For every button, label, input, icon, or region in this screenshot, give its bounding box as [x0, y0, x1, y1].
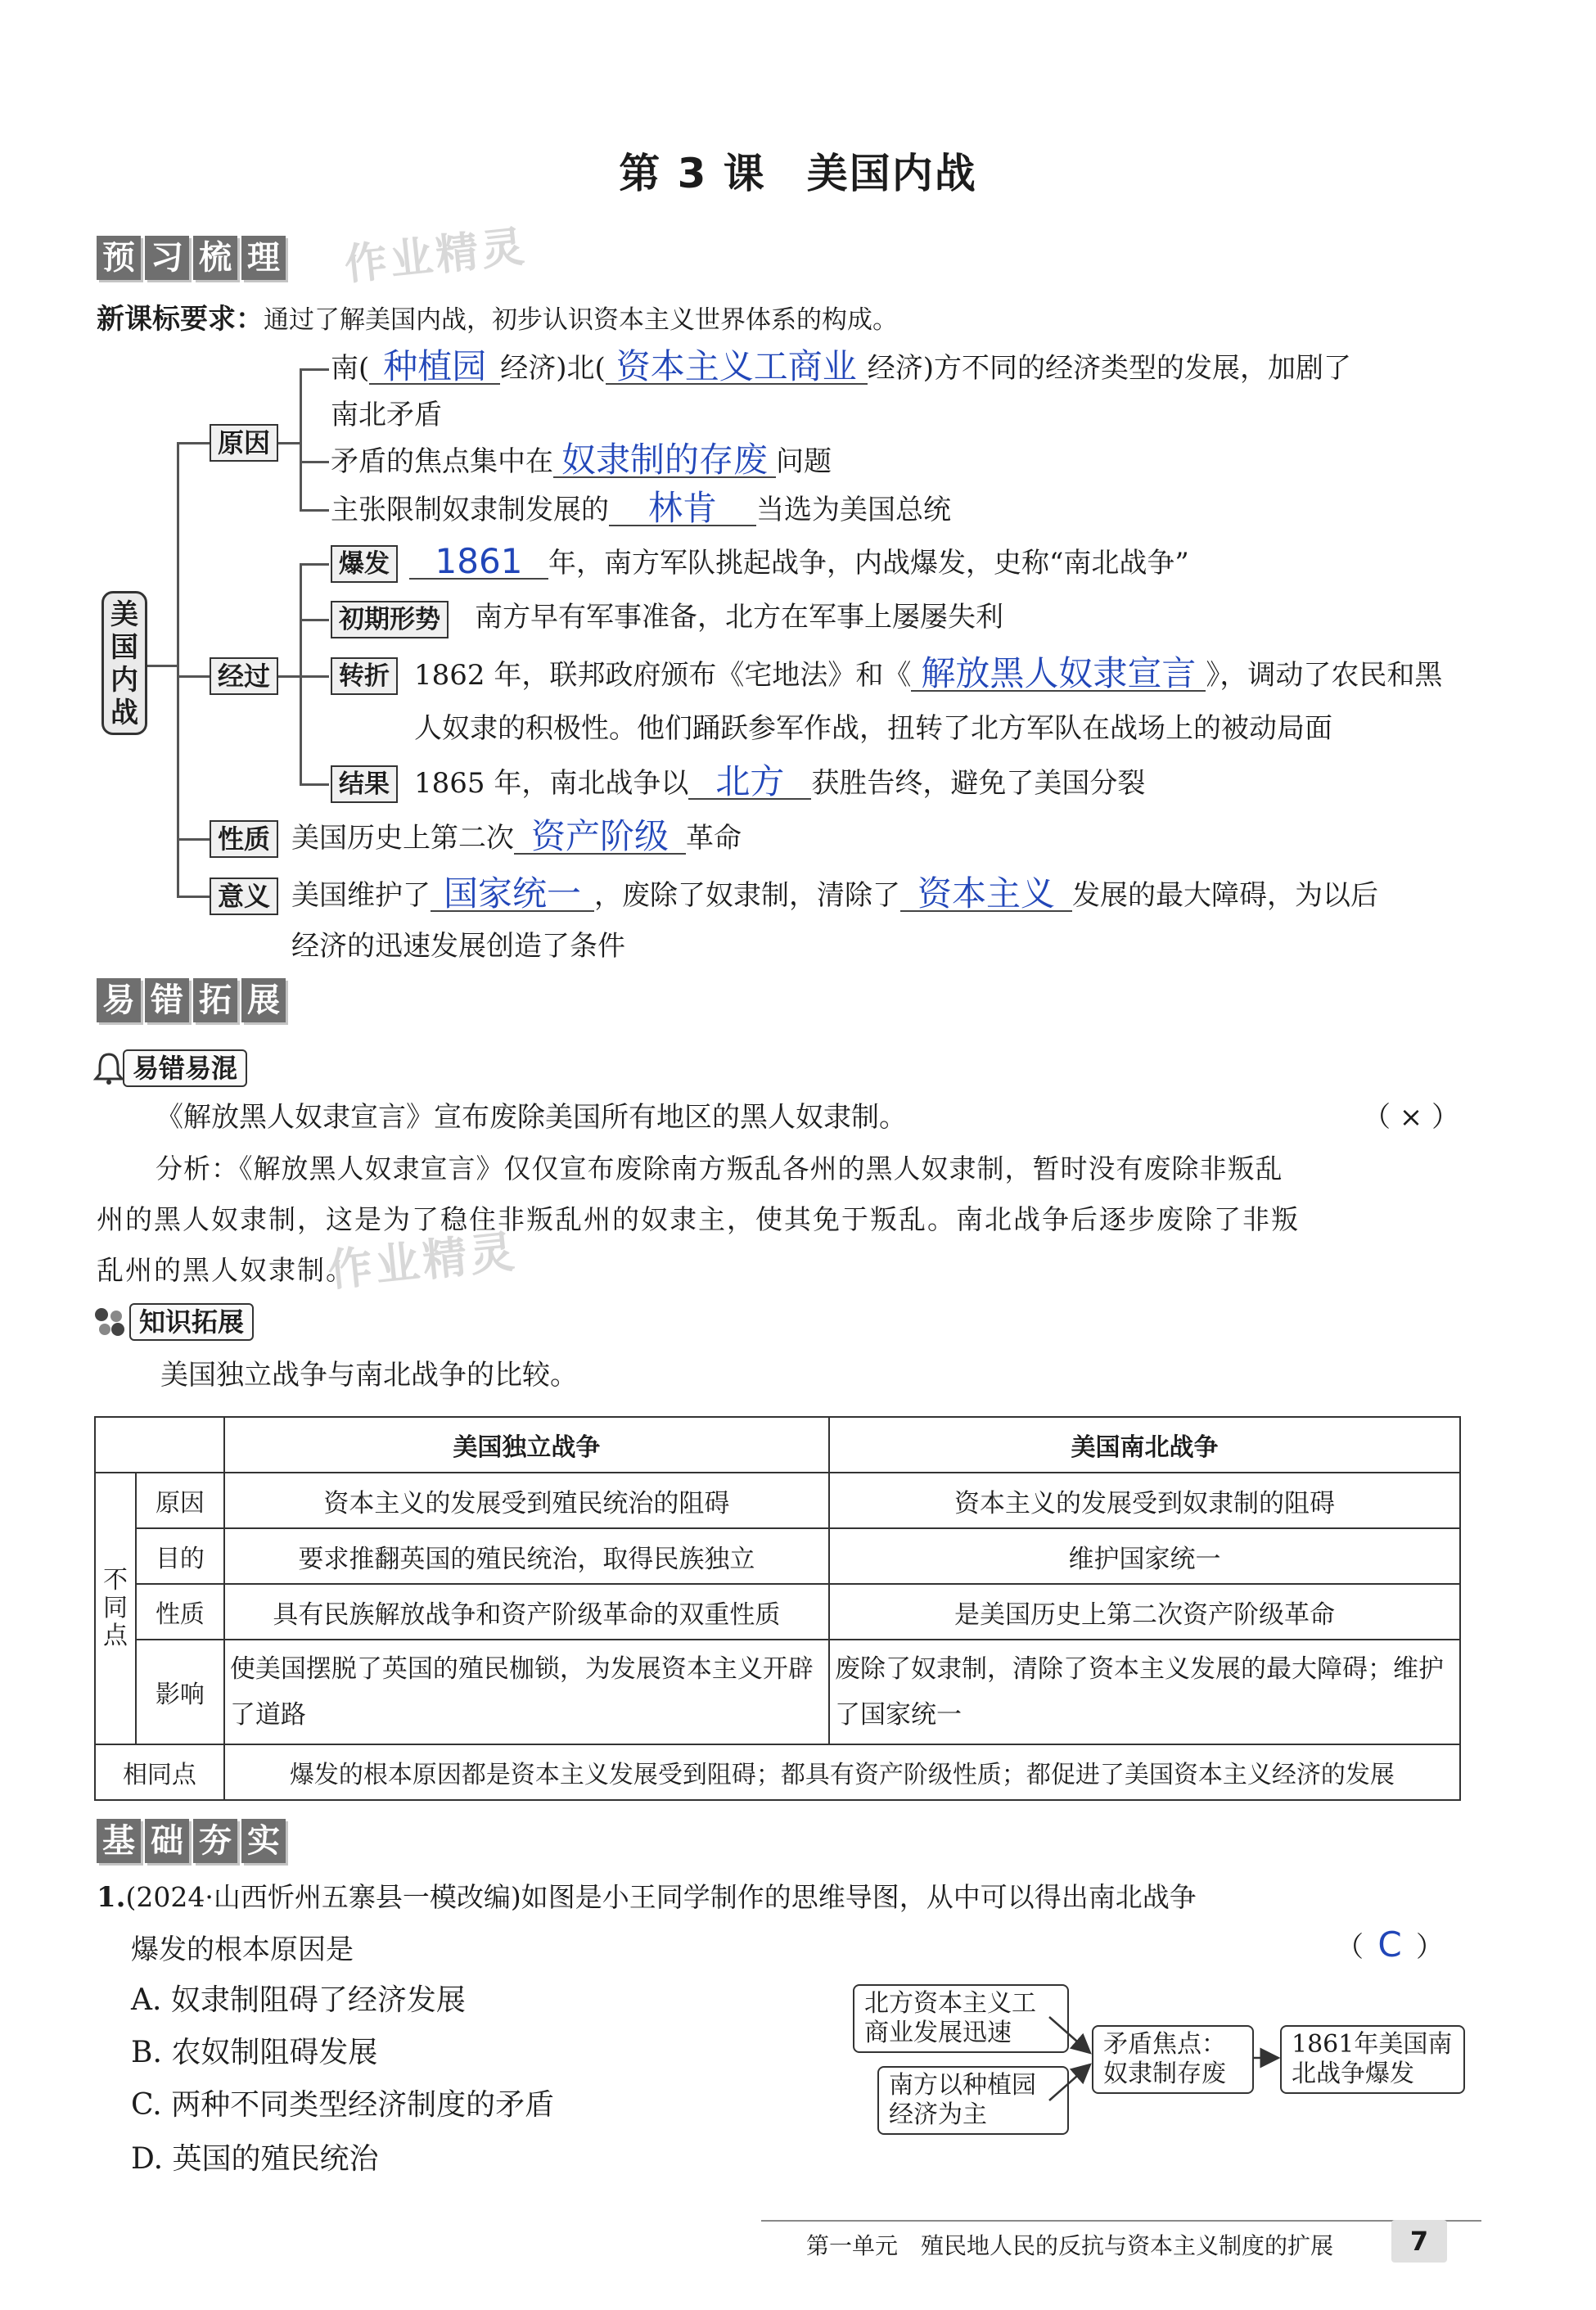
table-cell: 具有民族解放战争和资产阶级革命的双重性质: [224, 1584, 829, 1640]
compare-title: 美国独立战争与南北战争的比较。: [160, 1359, 578, 1392]
mistake-label: 易错易混: [123, 1049, 247, 1087]
answer-blank: 北方: [688, 765, 811, 800]
branch-significance: 意义: [210, 878, 278, 915]
table-cell: 资本主义的发展受到殖民统治的阻碍: [224, 1473, 829, 1528]
cause-line-3: 矛盾的焦点集中在 奴隶制的存废 问题: [331, 440, 832, 480]
mistake-verdict: （ × ）: [1363, 1101, 1460, 1134]
outbreak-line: 1861 年，南方军队挑起战争，内战爆发，史称“南北战争”: [409, 545, 1189, 580]
answer-blank: 资产阶级: [514, 820, 686, 855]
diff-label: 不同点: [95, 1473, 136, 1744]
lesson-number: 第 3 课: [619, 150, 766, 197]
table-cell: 维护国家统一: [829, 1528, 1460, 1584]
branch-process: 经过: [210, 657, 278, 695]
requirement-text: 通过了解美国内战，初步认识资本主义世界体系的构成。: [264, 305, 898, 335]
label-result: 结果: [331, 765, 398, 803]
answer-blank: 资本主义工商业: [606, 350, 868, 385]
answer-choice: C: [1377, 1924, 1402, 1965]
option-d: D. 英国的殖民统治: [131, 2142, 379, 2176]
answer-blank: 解放黑人奴隶宣言: [911, 657, 1206, 692]
answer-blank: 1861: [409, 545, 548, 580]
result-line: 1865 年，南北战争以 北方 获胜告终，避免了美国分裂: [414, 761, 1146, 801]
table-cell: 是美国历史上第二次资产阶级革命: [829, 1584, 1460, 1640]
answer-paren: （ C ）: [1336, 1924, 1444, 1965]
section-badge-expand: 易 错 拓 展: [97, 978, 286, 1022]
table-row: [95, 1417, 1460, 1473]
turn-line-2: 人奴隶的积极性。他们踊跃参军作战，扭转了北方军队在战场上的被动局面: [414, 712, 1332, 745]
table-cell: 资本主义的发展受到奴隶制的阻碍: [829, 1473, 1460, 1528]
row-label: 原因: [136, 1473, 224, 1528]
option-c: C. 两种不同类型经济制度的矛盾: [131, 2088, 555, 2122]
table-row: [95, 1744, 1460, 1800]
row-label: 性质: [136, 1584, 224, 1640]
bell-icon: [92, 1051, 126, 1085]
table-header: 美国独立战争: [224, 1417, 829, 1473]
section-badge-basics: 基 础 夯 实: [97, 1819, 286, 1863]
question-text-2: 爆发的根本原因是: [131, 1933, 354, 1966]
label-turn: 转折: [331, 657, 398, 695]
watermark: 作业精灵: [342, 222, 530, 291]
table-header: 美国南北战争: [829, 1417, 1460, 1473]
mindmap-box-outbreak: 1861年美国南北战争爆发: [1280, 2025, 1465, 2094]
branch-nature: 性质: [210, 820, 278, 858]
table-cell: 使美国摆脱了英国的殖民枷锁，为发展资本主义开辟了道路: [224, 1640, 829, 1744]
answer-blank: 资本主义: [900, 878, 1072, 912]
table-cell: 废除了奴隶制，清除了资本主义发展的最大障碍；维护了国家统一: [829, 1640, 1460, 1744]
mistake-header: [92, 1049, 247, 1087]
requirement-label: 新课标要求：: [97, 303, 264, 336]
question-text: (2024·山西忻州五寨县一模改编)如图是小王同学制作的思维导图，从中可以得出南北战争: [125, 1881, 1197, 1913]
significance-line-1: 美国维护了 国家统一 ，废除了奴隶制，清除了 资本主义 发展的最大障碍，为以后: [291, 873, 1378, 914]
nature-line: 美国历史上第二次 资产阶级 革命: [291, 816, 742, 856]
requirement-line: [97, 303, 898, 336]
table-row: [95, 1640, 1460, 1744]
watermark: 作业精灵: [325, 1225, 521, 1297]
lesson-name: 美国内战: [806, 150, 977, 197]
question-number: 1.: [97, 1881, 126, 1914]
table-row: [95, 1528, 1460, 1584]
option-b: B. 农奴制阻碍发展: [131, 2036, 378, 2069]
option-a: A. 奴隶制阻碍了经济发展: [131, 1983, 466, 2017]
label-outbreak: 爆发: [331, 545, 398, 583]
label-early: 初期形势: [331, 601, 449, 638]
answer-blank: 国家统一: [431, 878, 594, 912]
row-label: 目的: [136, 1528, 224, 1584]
knowledge-label: 知识拓展: [129, 1303, 254, 1341]
knowledge-header: [92, 1303, 254, 1341]
answer-blank: 种植园: [369, 350, 500, 385]
table-cell: 要求推翻英国的殖民统治，取得民族独立: [224, 1528, 829, 1584]
mistake-statement: 《解放黑人奴隶宣言》宣布废除美国所有地区的黑人奴隶制。: [156, 1101, 907, 1134]
mindmap-box-north: 北方资本主义工商业发展迅速: [853, 1984, 1069, 2053]
footer-unit: 第一单元 殖民地人民的反抗与资本主义制度的扩展: [806, 2232, 1334, 2259]
cause-line-1: 南( 种植园 经济)北( 资本主义工商业 经济)方不同的经济类型的发展，加剧了: [331, 346, 1352, 386]
mindmap-box-focus: 矛盾焦点：奴隶制存废: [1092, 2025, 1254, 2094]
analysis-line-3: 乱州的黑人奴隶制。: [97, 1254, 354, 1286]
page-title: [0, 141, 1596, 200]
analysis-line-1: 分析：《解放黑人奴隶宣言》仅仅宣布废除南方叛乱各州的黑人奴隶制，暂时没有废除非叛乱: [156, 1153, 1283, 1184]
question-1: [97, 1881, 1197, 1914]
cause-line-4: 主张限制奴隶制发展的 林肯 当选为美国总统: [331, 488, 951, 528]
comparison-table: [94, 1416, 1461, 1801]
mindmap-arrows: [1048, 1997, 1285, 2128]
significance-line-2: 经济的迅速发展创造了条件: [291, 930, 625, 963]
page-number: 7: [1391, 2220, 1447, 2263]
answer-blank: 奴隶制的存废: [553, 444, 776, 478]
puzzle-icon: [92, 1305, 128, 1339]
answer-blank: 林肯: [609, 492, 756, 526]
same-label: 相同点: [95, 1744, 224, 1800]
table-row: [95, 1473, 1460, 1528]
table-row: [95, 1584, 1460, 1640]
cause-line-2: 南北矛盾: [331, 399, 442, 431]
early-line: 南方早有军事准备，北方在军事上屡屡失利: [475, 601, 1003, 634]
turn-line-1: 1862 年，联邦政府颁布《宅地法》和《 解放黑人奴隶宣言 》，调动了农民和黑: [414, 653, 1443, 693]
section-badge-preview: 预 习 梳 理: [97, 236, 286, 280]
main-topic-box: 美国内战: [101, 591, 147, 735]
row-label: 影响: [136, 1640, 224, 1744]
mindmap-box-south: 南方以种植园经济为主: [877, 2066, 1069, 2135]
branch-cause: 原因: [210, 424, 278, 462]
analysis-line-2: 州的黑人奴隶制，这是为了稳住非叛乱州的奴隶主，使其免于叛乱。南北战争后逐步废除了非叛: [97, 1203, 1300, 1235]
table-cell: 爆发的根本原因都是资本主义发展受到阻碍；都具有资产阶级性质；都促进了美国资本主义经济的发展: [224, 1744, 1460, 1800]
